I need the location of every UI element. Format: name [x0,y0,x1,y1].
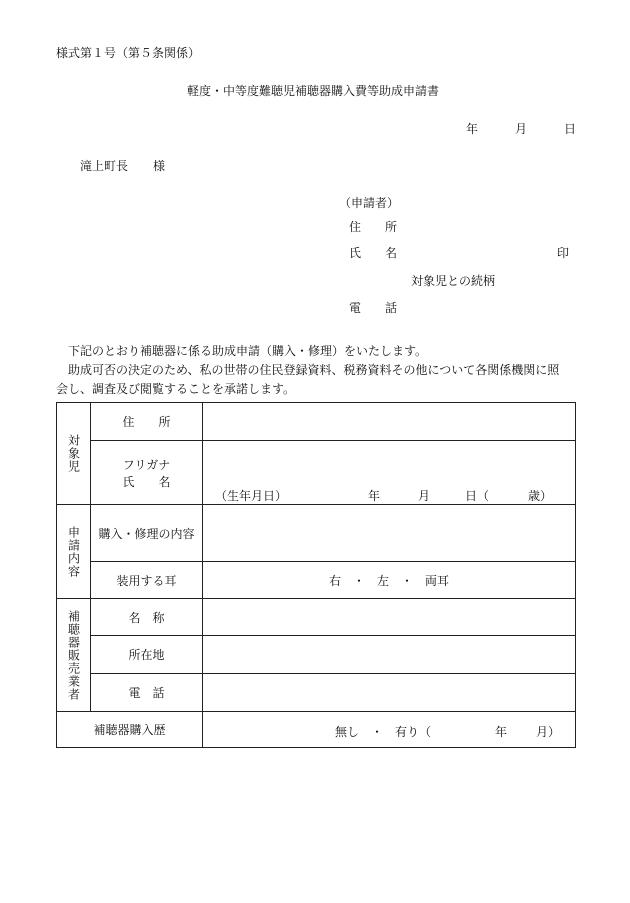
date-month: 月 [515,122,528,136]
body-line-2: 助成可否の決定のため、私の世帯の住民登録資料、税務資料その他について各関係機関に照 [68,363,560,377]
ear-options[interactable]: 右 ・ 左 ・ 両耳 [328,573,449,588]
content-label-cell [91,505,203,562]
addressee-name: 滝上町長 [80,159,129,173]
dealer-name-label-cell [91,599,203,636]
ear-options-cell[interactable] [203,562,576,599]
child-address-label: 住 所 [122,415,171,429]
document-title: 軽度・中等度難聴児補聴器購入費等助成申請書 [187,84,440,98]
applicant-name-label: 氏 名 [349,246,398,260]
child-group-label: 対象児 [66,434,81,473]
birth-day-label: 日（ [465,489,490,503]
child-name-field[interactable] [203,441,576,505]
request-group-label: 申請内容 [66,525,81,578]
child-address-field[interactable] [203,403,576,441]
ear-label-cell [91,562,203,599]
addressee-honorific: 様 [153,159,166,173]
applicant-address-label: 住 所 [349,220,398,234]
dealer-phone-label: 電 話 [128,686,165,700]
applicant-phone-label: 電 話 [349,301,398,315]
history-options[interactable]: 無し ・ 有り（ [335,725,432,739]
content-field[interactable] [203,505,576,562]
child-group-cell [57,403,91,505]
child-name-label-cell [91,441,203,505]
history-year-label: 年 [495,725,508,739]
application-table [56,402,576,748]
content-label: 購入・修理の内容 [98,526,195,541]
date-day: 日 [564,122,577,136]
history-month-label: 月） [536,725,561,739]
body-line-3: 会し、調査及び閲覧することを承諾します。 [56,382,296,396]
dealer-location-field[interactable] [203,636,576,674]
relation-label: 対象児との続柄 [411,274,496,288]
dealer-group-label: 補聴器販売業者 [66,609,81,701]
age-label: 歳） [528,489,553,503]
form-number: 様式第１号（第５条関係） [56,46,201,60]
applicant-heading: （申請者） [339,196,400,210]
date-year: 年 [466,122,479,136]
dealer-phone-label-cell [91,674,203,712]
history-label-cell [57,712,203,748]
dealer-group-cell [57,599,91,712]
birth-year-label: 年 [368,489,381,503]
dealer-phone-field[interactable] [203,674,576,712]
ear-label: 装用する耳 [116,573,177,588]
dealer-name-label: 名 称 [128,610,165,625]
dealer-location-label-cell [91,636,203,674]
birth-month-label: 月 [418,489,431,503]
body-line-1: 下記のとおり補聴器に係る助成申請（購入・修理）をいたします。 [68,344,428,358]
dealer-name-field[interactable] [203,599,576,636]
seal-mark: 印 [557,246,570,260]
history-field[interactable] [203,712,576,748]
child-name-label: 氏 名 [122,474,171,489]
child-address-label-cell [91,403,203,441]
history-label: 補聴器購入歴 [93,723,166,737]
furigana-label: フリガナ [122,457,171,472]
birthdate-label: （生年月日） [215,489,288,503]
dealer-location-label: 所在地 [128,648,165,662]
request-group-cell [57,505,91,599]
